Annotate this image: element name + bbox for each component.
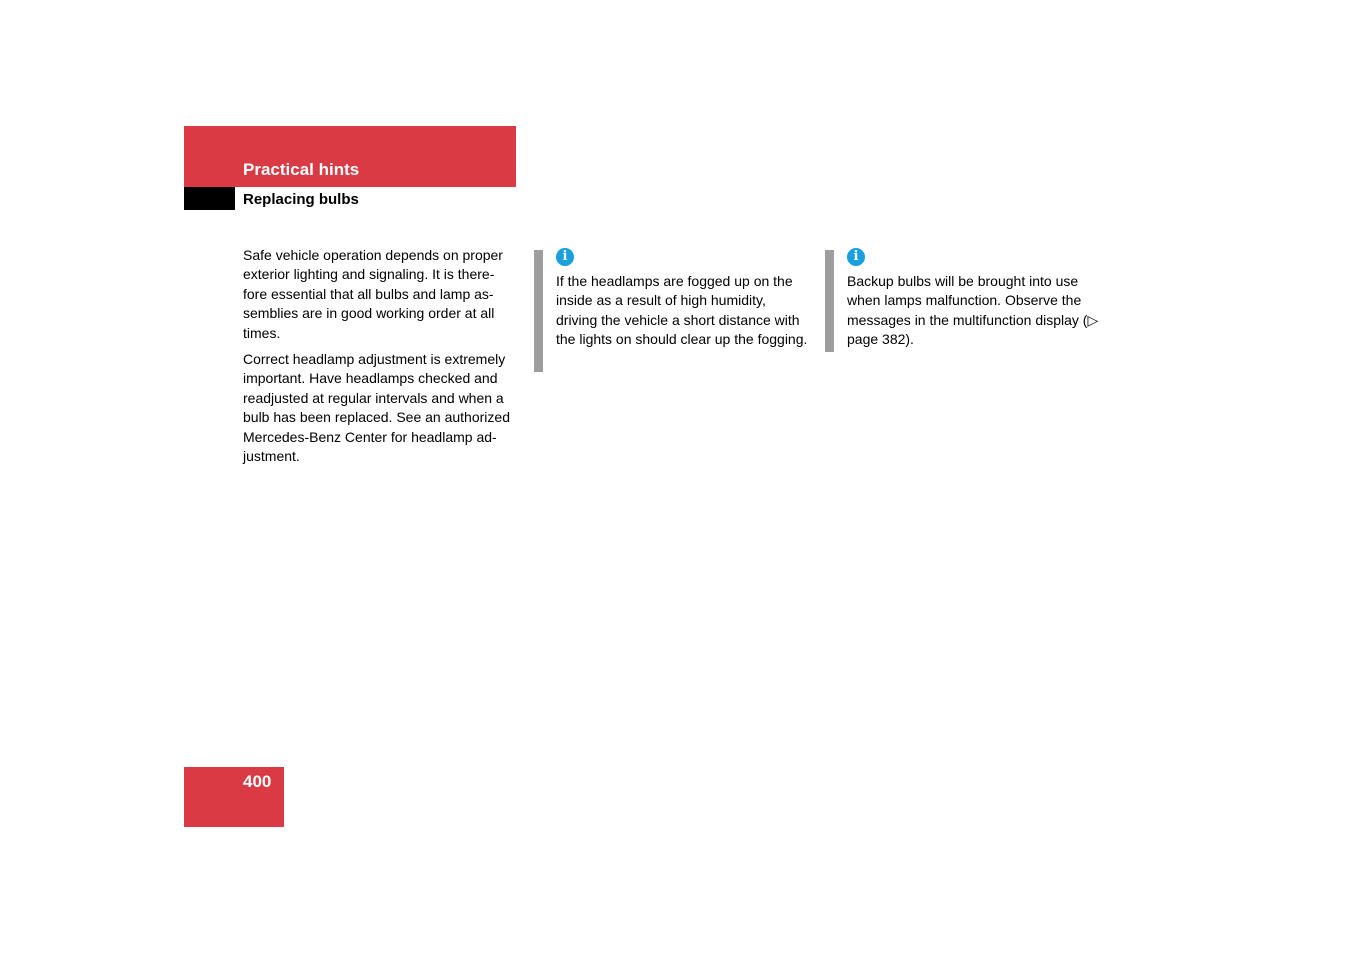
subsection-title: Replacing bulbs [243, 191, 359, 208]
note-text-2: Backup bulbs will be brought into use when lamps malfunction. Observe the messages in the multifunction display (▷ page 382). [847, 273, 1099, 348]
page-number: 400 [243, 772, 272, 791]
info-icon: i [847, 248, 865, 266]
note-text-1: If the headlamps are fogged up on the inside as a result of high humidity, driving the vehicle a short distance with the lights on should clear up the fogging. [556, 273, 808, 348]
section-title: Practical hints [243, 160, 360, 179]
subsection-marker [184, 187, 235, 210]
body-paragraph-1: Safe vehicle operation depends on proper exterior lighting and signaling. It is there-fore essential that all bulbs and lamp as-semblies are in good working order at all times. [243, 247, 503, 341]
note-bar [534, 250, 543, 372]
note-bar [825, 250, 834, 352]
body-paragraph-2: Correct headlamp adjustment is extremely important. Have headlamps checked and readjusted at regular intervals and when a bulb has been replaced. See an authorized Mercedes-Benz Center for headlamp ad-justment. [243, 351, 510, 465]
info-icon: i [556, 248, 574, 266]
body-text-column [243, 246, 517, 473]
